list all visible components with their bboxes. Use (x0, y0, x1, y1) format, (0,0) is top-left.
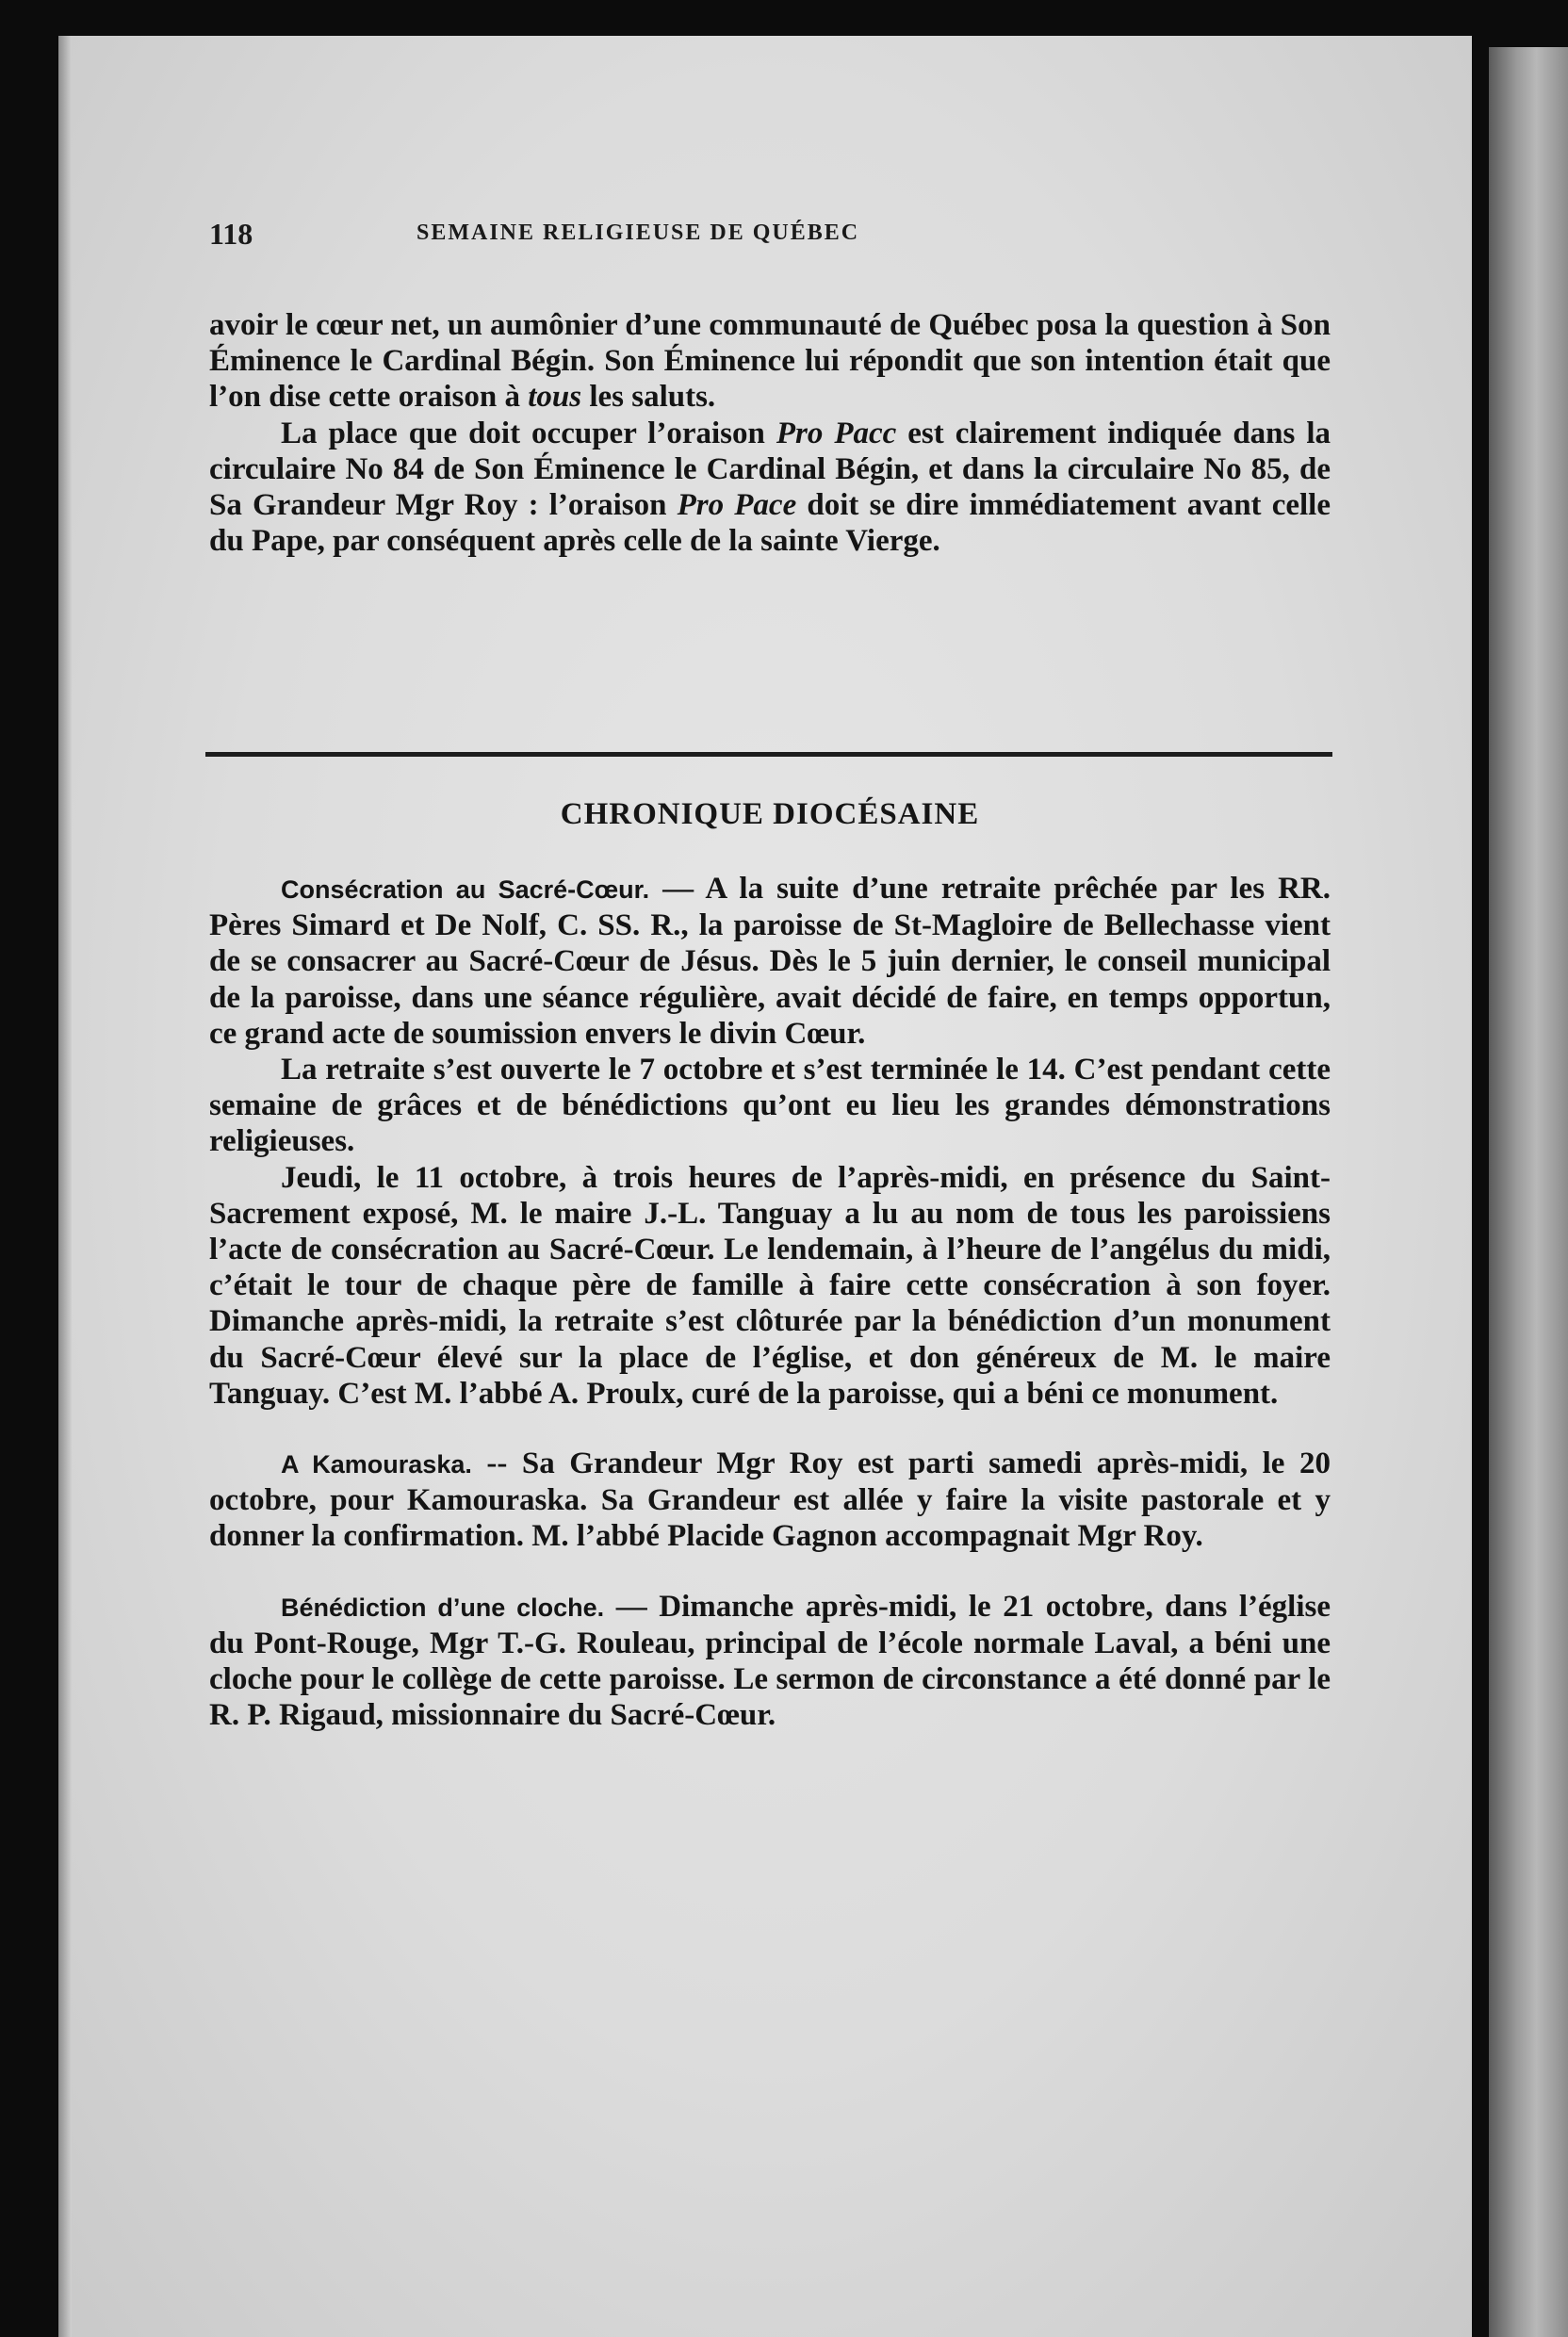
running-title: SEMAINE RELIGIEUSE DE QUÉBEC (416, 221, 860, 245)
intro-p2-a: La place que doit occuper l’oraison (281, 416, 776, 450)
entry-consecration-p2: La retraite s’est ouverte le 7 octobre et s’est terminée le 14. C’est pendant cette semaine de grâces et de bénédictions qu’ont eu lieu les grandes démonstrations religieuses. (209, 1053, 1331, 1159)
entry-heading: Consécration au Sacré-Cœur. (281, 875, 650, 904)
entry-dash: — (604, 1589, 660, 1624)
entry-heading: Bénédiction d’une cloche. (281, 1593, 605, 1622)
entry-heading: A Kamouraska. (281, 1450, 472, 1479)
entry-consecration (209, 871, 1331, 1052)
intro-p2-b: est clairement indiquée dans la circulaire No 84 de Son Éminence le Cardinal Bégin, et dans la circulaire No 85, de Sa Grandeur Mgr Roy : l’oraison (209, 416, 1331, 523)
intro-paragraph-2 (209, 416, 1331, 560)
page-header (209, 217, 1331, 273)
section-title: CHRONIQUE DIOCÉSAINE (560, 797, 980, 831)
entry-consecration-p3: Jeudi, le 11 octobre, à trois heures de l’après-midi, en présence du Saint-Sacrement exposé, M. le maire J.-L. Tanguay a lu au nom de tous les paroissiens l’acte de consécration au Sacré-Cœur. Le lendemain, à l’heure de l’angélus du midi, c’était le tour de chaque père de famille à faire cette consécration à son foyer. Dimanche après-midi, la retraite s’est clôturée par la bénédiction d’un monument du Sacré-Cœur élevé sur la place de l’église, et don généreux de M. le maire Tanguay. C’est M. l’abbé A. Proulx, curé de la paroisse, qui a béni ce monument. (209, 1160, 1331, 1411)
intro-text (209, 307, 1331, 559)
intro-paragraph-1 (209, 307, 1331, 416)
entry-kamouraska (209, 1446, 1331, 1555)
entry-benediction-cloche (209, 1589, 1331, 1734)
page-number: 118 (209, 217, 253, 251)
adjacent-page-edge (1489, 47, 1568, 2337)
intro-p1-text: avoir le cœur net, un aumônier d’une communauté de Québec posa la question à Son Éminence le Cardinal Bégin. Son Éminence lui répondit que son intention était que l’on dise cette oraison à (209, 308, 1331, 415)
intro-p2-italic-1: Pro Pacc (776, 416, 897, 450)
intro-p1-italic: tous (528, 380, 582, 415)
page-shadow (58, 36, 72, 2337)
chronique-text (209, 871, 1331, 1733)
entry-text: Dimanche après-midi, le 21 octobre, dans l’église du Pont-Rouge, Mgr T.-G. Rouleau, principal de l’école normale Laval, a béni une cloche pour le collège de cette paroisse. Le sermon de circonstance a été donné par le R. P. Rigaud, missionnaire du Sacré-Cœur. (209, 1589, 1331, 1733)
entry-text: Sa Grandeur Mgr Roy est parti samedi après-midi, le 20 octobre, pour Kamouraska. Sa Grandeur est allée y faire la visite pastorale et y donner la confirmation. M. l’abbé Placide Gagnon accompagnait Mgr Roy. (209, 1446, 1331, 1554)
intro-p1-end: les saluts. (581, 380, 716, 415)
section-divider (205, 752, 1332, 757)
entry-dash: — (649, 872, 706, 906)
entry-text: A la suite d’une retraite prêchée par les RR. Pères Simard et De Nolf, C. SS. R., la paroisse de St-Magloire de Bellechasse vient de se consacrer au Sacré-Cœur de Jésus. Dès le 5 juin dernier, le conseil municipal de la paroisse, dans une séance régulière, avait décidé de faire, en temps opportun, ce grand acte de soumission envers le divin Cœur. (209, 872, 1331, 1051)
entry-dash: -- (471, 1446, 522, 1481)
intro-p2-c: doit se dire immédiatement avant celle du Pape, par conséquent après celle de la sainte Vierge. (209, 488, 1331, 559)
intro-p2-italic-2: Pro Pace (677, 488, 797, 523)
